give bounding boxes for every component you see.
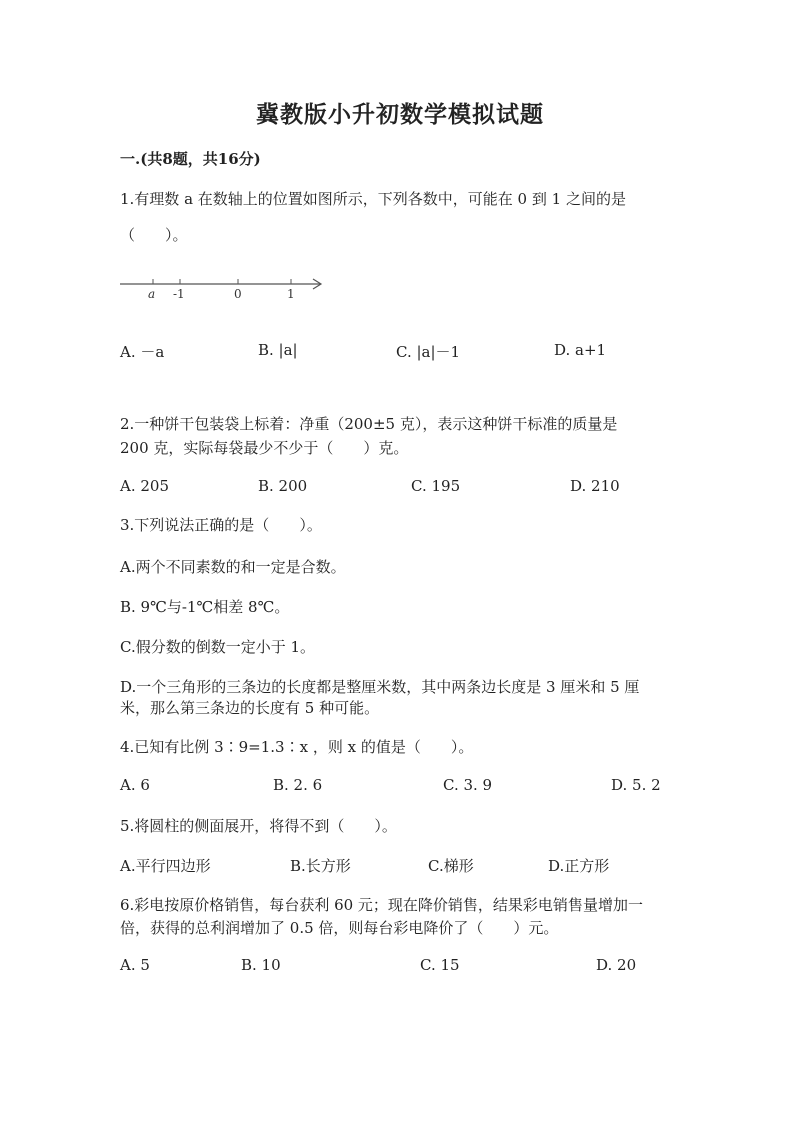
question-6-option-c: C. 15 <box>420 956 460 974</box>
page-title: 冀教版小升初数学模拟试题 <box>256 101 544 128</box>
question-1-stem: 1.有理数 a 在数轴上的位置如图所示，下列各数中，可能在 0 到 1 之间的是 <box>120 190 626 208</box>
question-5-option-c: C.梯形 <box>428 857 474 875</box>
question-5-option-d: D.正方形 <box>548 857 610 875</box>
question-6-stem-cont: 倍，获得的总利润增加了 0.5 倍，则每台彩电降价了（ ）元。 <box>120 919 559 937</box>
question-2-stem: 2.一种饼干包装袋上标着：净重（200±5 克），表示这种饼干标准的质量是 <box>120 415 618 433</box>
question-4-stem: 4.已知有比例 3∶9=1.3∶x ，则 x 的值是（ ）。 <box>120 738 474 756</box>
number-line-figure <box>118 276 328 306</box>
label-neg-one: -1 <box>173 287 185 301</box>
question-3-option-d-cont: 米，那么第三条边的长度有 5 种可能。 <box>120 699 380 717</box>
question-1-option-a: A. －a <box>120 343 165 361</box>
question-3-stem: 3.下列说法正确的是（ ）。 <box>120 516 322 534</box>
question-3-option-a: A.两个不同素数的和一定是合数。 <box>120 558 346 576</box>
question-1-option-c: C. |a|－1 <box>396 343 461 361</box>
question-2-option-d: D. 210 <box>570 477 620 495</box>
question-5-stem: 5.将圆柱的侧面展开，将得不到（ ）。 <box>120 817 397 835</box>
question-6-option-d: D. 20 <box>596 956 637 974</box>
label-zero: 0 <box>234 287 242 301</box>
section-heading: 一.(共8题，共16分) <box>120 150 261 168</box>
question-5-option-a: A.平行四边形 <box>120 857 211 875</box>
question-4-option-a: A. 6 <box>120 776 150 794</box>
question-6-option-a: A. 5 <box>120 956 150 974</box>
question-6-stem: 6.彩电按原价格销售，每台获利 60 元；现在降价销售，结果彩电销售量增加一 <box>120 896 643 914</box>
question-1-stem-cont: （ ）。 <box>120 226 188 244</box>
question-1-option-d: D. a+1 <box>554 341 607 359</box>
question-2-option-a: A. 205 <box>120 477 169 495</box>
question-4-option-d: D. 5. 2 <box>611 776 661 794</box>
question-2-stem-cont: 200 克，实际每袋最少不少于（ ）克。 <box>120 439 409 457</box>
question-3-option-c: C.假分数的倒数一定小于 1。 <box>120 638 316 656</box>
question-4-option-b: B. 2. 6 <box>273 776 323 794</box>
question-3-option-b: B. 9℃与-1℃相差 8℃。 <box>120 598 290 616</box>
label-one: 1 <box>287 287 295 301</box>
question-4-option-c: C. 3. 9 <box>443 776 493 794</box>
question-6-option-b: B. 10 <box>241 956 281 974</box>
question-1-option-b: B. |a| <box>258 341 298 359</box>
question-5-option-b: B.长方形 <box>290 857 351 875</box>
question-3-option-d: D.一个三角形的三条边的长度都是整厘米数，其中两条边长度是 3 厘米和 5 厘 <box>120 678 640 696</box>
label-a: a <box>148 287 156 301</box>
question-2-option-b: B. 200 <box>258 477 308 495</box>
question-2-option-c: C. 195 <box>411 477 461 495</box>
